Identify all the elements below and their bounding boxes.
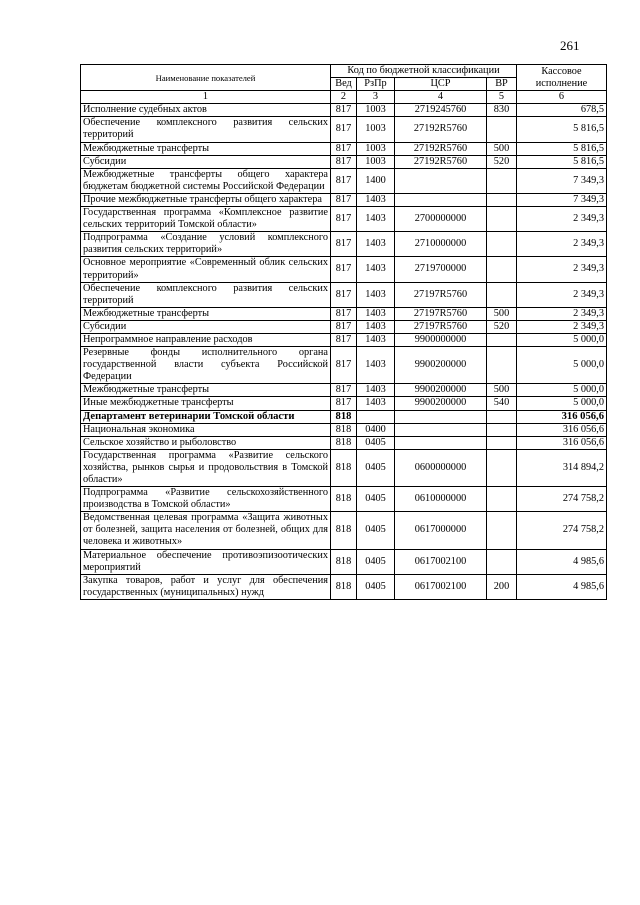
row-rzpr: 0405 <box>357 549 395 574</box>
row-ved: 817 <box>331 320 357 333</box>
row-vr: 520 <box>487 155 517 168</box>
table-row <box>81 449 607 486</box>
row-vr: 200 <box>487 574 517 599</box>
row-rzpr: 1403 <box>357 282 395 307</box>
header-rzpr: РзПр <box>357 78 395 91</box>
row-ved: 817 <box>331 104 357 117</box>
row-name: Подпрограмма «Развитие сельскохозяйственного производства в Томской области» <box>81 487 331 512</box>
column-number: 4 <box>395 91 487 104</box>
column-number: 1 <box>81 91 331 104</box>
header-classification: Код по бюджетной классификации <box>331 65 517 78</box>
row-ved: 817 <box>331 142 357 155</box>
row-amount: 5 000,0 <box>517 397 607 410</box>
row-name: Прочие межбюджетные трансферты общего характера <box>81 193 331 206</box>
row-amount: 7 349,3 <box>517 168 607 193</box>
row-vr <box>487 257 517 282</box>
table-row <box>81 155 607 168</box>
row-csr: 9900200000 <box>395 384 487 397</box>
row-name: Департамент ветеринарии Томской области <box>81 410 331 423</box>
row-csr <box>395 410 487 423</box>
row-ved: 817 <box>331 282 357 307</box>
row-name: Государственная программа «Комплексное развитие сельских территорий Томской области» <box>81 207 331 232</box>
table-row <box>81 384 607 397</box>
header-name: Наименование показателей <box>81 65 331 91</box>
row-name: Субсидии <box>81 320 331 333</box>
row-rzpr: 0405 <box>357 436 395 449</box>
row-name: Межбюджетные трансферты <box>81 142 331 155</box>
row-csr: 27192R5760 <box>395 142 487 155</box>
table-row <box>81 320 607 333</box>
row-csr: 9900000000 <box>395 333 487 346</box>
row-ved: 817 <box>331 232 357 257</box>
row-vr <box>487 207 517 232</box>
row-csr: 27197R5760 <box>395 320 487 333</box>
column-number-row <box>81 91 607 104</box>
row-amount: 5 000,0 <box>517 333 607 346</box>
row-amount: 2 349,3 <box>517 257 607 282</box>
column-number: 3 <box>357 91 395 104</box>
row-amount: 274 758,2 <box>517 487 607 512</box>
table-row <box>81 193 607 206</box>
row-name: Межбюджетные трансферты <box>81 307 331 320</box>
row-ved: 818 <box>331 487 357 512</box>
row-ved: 818 <box>331 512 357 549</box>
row-csr <box>395 423 487 436</box>
row-name: Подпрограмма «Создание условий комплексного развития сельских территорий» <box>81 232 331 257</box>
table-row <box>81 142 607 155</box>
row-name: Иные межбюджетные трансферты <box>81 397 331 410</box>
row-csr: 0600000000 <box>395 449 487 486</box>
row-vr <box>487 449 517 486</box>
table-row <box>81 104 607 117</box>
row-ved: 818 <box>331 410 357 423</box>
row-amount: 316 056,6 <box>517 436 607 449</box>
column-number: 2 <box>331 91 357 104</box>
row-vr: 540 <box>487 397 517 410</box>
row-vr <box>487 282 517 307</box>
row-csr <box>395 436 487 449</box>
row-vr: 830 <box>487 104 517 117</box>
row-vr <box>487 410 517 423</box>
row-rzpr: 0405 <box>357 449 395 486</box>
row-amount: 5 816,5 <box>517 117 607 142</box>
table-row <box>81 207 607 232</box>
table-row <box>81 347 607 384</box>
row-ved: 818 <box>331 574 357 599</box>
row-amount: 5 000,0 <box>517 384 607 397</box>
row-rzpr: 1403 <box>357 320 395 333</box>
header-ved: Вед <box>331 78 357 91</box>
row-name: Ведомственная целевая программа «Защита животных от болезней, защита населения от болезней, общих для человека и животных» <box>81 512 331 549</box>
column-number: 6 <box>517 91 607 104</box>
row-name: Сельское хозяйство и рыболовство <box>81 436 331 449</box>
row-csr: 27197R5760 <box>395 307 487 320</box>
row-csr: 2710000000 <box>395 232 487 257</box>
row-vr: 500 <box>487 307 517 320</box>
row-rzpr: 0405 <box>357 512 395 549</box>
row-amount: 4 985,6 <box>517 549 607 574</box>
row-csr: 27197R5760 <box>395 282 487 307</box>
row-rzpr: 1403 <box>357 232 395 257</box>
row-vr: 500 <box>487 142 517 155</box>
row-csr: 2719700000 <box>395 257 487 282</box>
row-csr: 2719245760 <box>395 104 487 117</box>
row-rzpr: 0405 <box>357 487 395 512</box>
row-csr: 2700000000 <box>395 207 487 232</box>
table-body <box>81 104 607 600</box>
row-amount: 4 985,6 <box>517 574 607 599</box>
header-vr: ВР <box>487 78 517 91</box>
row-amount: 274 758,2 <box>517 512 607 549</box>
row-amount: 316 056,6 <box>517 410 607 423</box>
row-vr: 500 <box>487 384 517 397</box>
row-ved: 817 <box>331 168 357 193</box>
row-csr: 0617000000 <box>395 512 487 549</box>
row-name: Материальное обеспечение противоэпизоотических мероприятий <box>81 549 331 574</box>
row-name: Государственная программа «Развитие сельского хозяйства, рынков сырья и продовольствия в Томской области» <box>81 449 331 486</box>
table-row <box>81 282 607 307</box>
budget-table <box>80 64 607 600</box>
row-amount: 2 349,3 <box>517 207 607 232</box>
row-rzpr: 0405 <box>357 574 395 599</box>
row-ved: 817 <box>331 117 357 142</box>
table-row <box>81 410 607 423</box>
row-vr <box>487 549 517 574</box>
row-name: Межбюджетные трансферты общего характера бюджетам бюджетной системы Российской Федерации <box>81 168 331 193</box>
row-ved: 817 <box>331 257 357 282</box>
row-vr <box>487 487 517 512</box>
row-rzpr: 1400 <box>357 168 395 193</box>
row-csr: 27192R5760 <box>395 117 487 142</box>
row-rzpr: 1403 <box>357 207 395 232</box>
row-name: Основное мероприятие «Современный облик сельских территорий» <box>81 257 331 282</box>
row-csr: 0610000000 <box>395 487 487 512</box>
header-execution: Кассовое исполнение <box>517 65 607 91</box>
table-row <box>81 512 607 549</box>
table-row <box>81 168 607 193</box>
row-name: Обеспечение комплексного развития сельских территорий <box>81 282 331 307</box>
row-ved: 817 <box>331 384 357 397</box>
row-vr <box>487 193 517 206</box>
row-name: Резервные фонды исполнительного органа государственной власти субъекта Российской Федерации <box>81 347 331 384</box>
row-ved: 817 <box>331 207 357 232</box>
table-row <box>81 232 607 257</box>
row-vr: 520 <box>487 320 517 333</box>
row-name: Национальная экономика <box>81 423 331 436</box>
row-amount: 314 894,2 <box>517 449 607 486</box>
row-csr: 0617002100 <box>395 574 487 599</box>
row-name: Закупка товаров, работ и услуг для обеспечения государственных (муниципальных) нужд <box>81 574 331 599</box>
row-ved: 817 <box>331 347 357 384</box>
row-amount: 2 349,3 <box>517 320 607 333</box>
row-csr: 27192R5760 <box>395 155 487 168</box>
table-row <box>81 574 607 599</box>
row-name: Обеспечение комплексного развития сельских территорий <box>81 117 331 142</box>
row-ved: 817 <box>331 397 357 410</box>
row-vr <box>487 347 517 384</box>
row-name: Межбюджетные трансферты <box>81 384 331 397</box>
row-ved: 818 <box>331 436 357 449</box>
row-name: Субсидии <box>81 155 331 168</box>
column-number: 5 <box>487 91 517 104</box>
header-csr: ЦСР <box>395 78 487 91</box>
page-number: 261 <box>560 38 580 53</box>
row-ved: 817 <box>331 155 357 168</box>
table-row <box>81 307 607 320</box>
row-csr: 9900200000 <box>395 397 487 410</box>
row-rzpr: 1003 <box>357 104 395 117</box>
row-ved: 818 <box>331 423 357 436</box>
row-rzpr: 1003 <box>357 142 395 155</box>
table-row <box>81 333 607 346</box>
row-rzpr: 0400 <box>357 423 395 436</box>
row-rzpr: 1403 <box>357 333 395 346</box>
row-ved: 817 <box>331 193 357 206</box>
row-rzpr: 1403 <box>357 307 395 320</box>
table-row <box>81 436 607 449</box>
row-amount: 2 349,3 <box>517 282 607 307</box>
row-vr <box>487 232 517 257</box>
row-vr <box>487 333 517 346</box>
row-csr: 9900200000 <box>395 347 487 384</box>
row-name: Исполнение судебных актов <box>81 104 331 117</box>
row-vr <box>487 168 517 193</box>
row-vr <box>487 423 517 436</box>
row-name: Непрограммное направление расходов <box>81 333 331 346</box>
row-csr: 0617002100 <box>395 549 487 574</box>
row-amount: 5 816,5 <box>517 142 607 155</box>
row-vr <box>487 512 517 549</box>
table-row <box>81 487 607 512</box>
table-row <box>81 117 607 142</box>
row-vr <box>487 436 517 449</box>
row-amount: 5 000,0 <box>517 347 607 384</box>
row-ved: 818 <box>331 449 357 486</box>
row-csr <box>395 168 487 193</box>
row-amount: 678,5 <box>517 104 607 117</box>
row-rzpr: 1403 <box>357 193 395 206</box>
table-row <box>81 397 607 410</box>
row-ved: 817 <box>331 333 357 346</box>
table-row <box>81 257 607 282</box>
row-rzpr: 1403 <box>357 397 395 410</box>
row-ved: 817 <box>331 307 357 320</box>
table-row <box>81 549 607 574</box>
row-rzpr <box>357 410 395 423</box>
row-rzpr: 1403 <box>357 257 395 282</box>
row-rzpr: 1403 <box>357 384 395 397</box>
table-row <box>81 423 607 436</box>
row-csr <box>395 193 487 206</box>
row-amount: 316 056,6 <box>517 423 607 436</box>
header-row <box>81 65 607 78</box>
row-rzpr: 1003 <box>357 155 395 168</box>
row-amount: 2 349,3 <box>517 232 607 257</box>
row-amount: 7 349,3 <box>517 193 607 206</box>
row-rzpr: 1403 <box>357 347 395 384</box>
row-vr <box>487 117 517 142</box>
row-amount: 2 349,3 <box>517 307 607 320</box>
row-amount: 5 816,5 <box>517 155 607 168</box>
row-ved: 818 <box>331 549 357 574</box>
row-rzpr: 1003 <box>357 117 395 142</box>
